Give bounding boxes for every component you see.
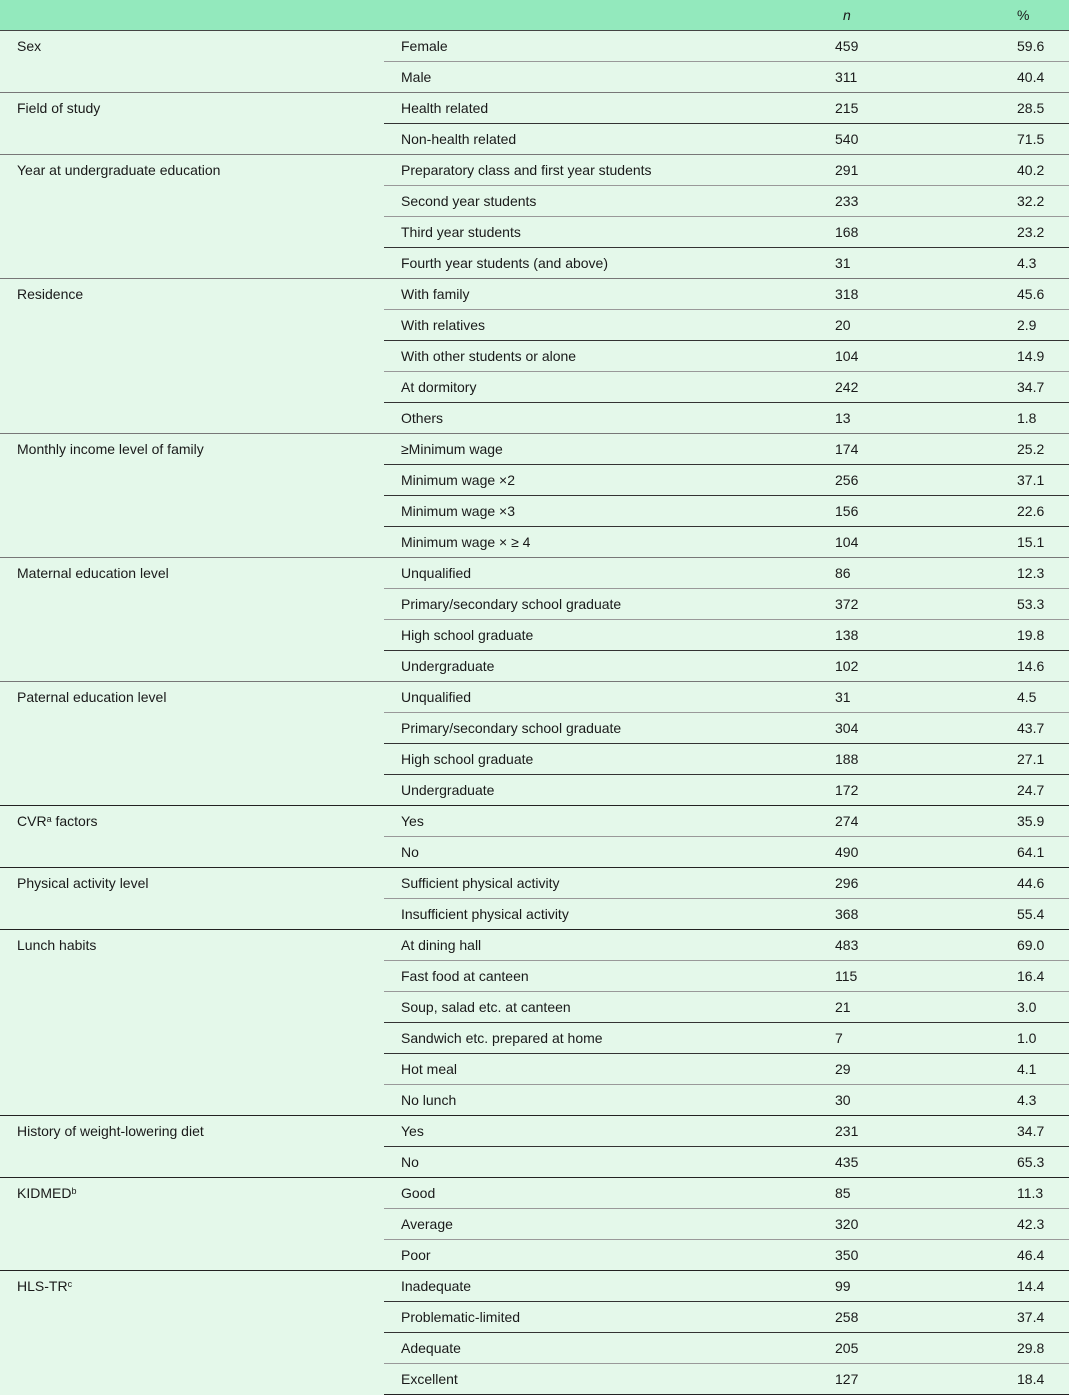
category-cell: No lunch bbox=[384, 1084, 827, 1115]
group-label-text: Field of study bbox=[17, 99, 101, 116]
category-cell: Fast food at canteen bbox=[384, 960, 827, 991]
category-cell: Unqualified bbox=[384, 557, 827, 588]
count-cell: 435 bbox=[827, 1146, 1013, 1177]
percent-cell: 12.3 bbox=[1013, 557, 1069, 588]
percent-cell: 46.4 bbox=[1013, 1239, 1069, 1270]
category-cell: Non-health related bbox=[384, 123, 827, 154]
percent-cell: 25.2 bbox=[1013, 433, 1069, 464]
count-cell: 156 bbox=[827, 495, 1013, 526]
table-row bbox=[0, 433, 1069, 464]
count-cell: 318 bbox=[827, 278, 1013, 309]
category-cell: Fourth year students (and above) bbox=[384, 247, 827, 278]
category-cell: High school graduate bbox=[384, 619, 827, 650]
category-cell: With other students or alone bbox=[384, 340, 827, 371]
group-label-text: HLS-TR bbox=[17, 1277, 68, 1294]
table-row bbox=[0, 30, 1069, 61]
count-cell: 29 bbox=[827, 1053, 1013, 1084]
table-row bbox=[0, 557, 1069, 588]
group-label bbox=[0, 154, 384, 278]
count-cell: 256 bbox=[827, 464, 1013, 495]
table-row bbox=[0, 681, 1069, 712]
count-cell: 21 bbox=[827, 991, 1013, 1022]
count-cell: 320 bbox=[827, 1208, 1013, 1239]
group-label bbox=[0, 1115, 384, 1177]
percent-cell: 45.6 bbox=[1013, 278, 1069, 309]
category-cell: Insufficient physical activity bbox=[384, 898, 827, 929]
header-group-blank bbox=[0, 0, 384, 30]
percent-cell: 55.4 bbox=[1013, 898, 1069, 929]
group-label-text: CVR bbox=[17, 812, 47, 829]
category-cell: No bbox=[384, 1146, 827, 1177]
category-cell: Soup, salad etc. at canteen bbox=[384, 991, 827, 1022]
category-cell: Adequate bbox=[384, 1332, 827, 1363]
percent-cell: 64.1 bbox=[1013, 836, 1069, 867]
group-label bbox=[0, 278, 384, 433]
category-cell: Problematic-limited bbox=[384, 1301, 827, 1332]
group-label-text: Maternal education level bbox=[17, 564, 169, 581]
count-cell: 242 bbox=[827, 371, 1013, 402]
category-cell: At dormitory bbox=[384, 371, 827, 402]
count-cell: 350 bbox=[827, 1239, 1013, 1270]
count-cell: 127 bbox=[827, 1363, 1013, 1394]
group-label bbox=[0, 557, 384, 681]
count-cell: 85 bbox=[827, 1177, 1013, 1208]
percent-cell: 24.7 bbox=[1013, 774, 1069, 805]
category-cell: Primary/secondary school graduate bbox=[384, 588, 827, 619]
percent-cell: 34.7 bbox=[1013, 371, 1069, 402]
category-cell: High school graduate bbox=[384, 743, 827, 774]
count-cell: 372 bbox=[827, 588, 1013, 619]
table-row bbox=[0, 1177, 1069, 1208]
count-cell: 104 bbox=[827, 526, 1013, 557]
count-cell: 115 bbox=[827, 960, 1013, 991]
percent-cell: 16.4 bbox=[1013, 960, 1069, 991]
percent-cell: 4.1 bbox=[1013, 1053, 1069, 1084]
group-label-text: Monthly income level of family bbox=[17, 440, 204, 457]
count-cell: 99 bbox=[827, 1270, 1013, 1301]
count-cell: 7 bbox=[827, 1022, 1013, 1053]
table-row bbox=[0, 867, 1069, 898]
count-cell: 31 bbox=[827, 247, 1013, 278]
category-cell: Hot meal bbox=[384, 1053, 827, 1084]
category-cell: Average bbox=[384, 1208, 827, 1239]
count-cell: 31 bbox=[827, 681, 1013, 712]
percent-cell: 37.4 bbox=[1013, 1301, 1069, 1332]
percent-cell: 18.4 bbox=[1013, 1363, 1069, 1394]
group-label bbox=[0, 805, 384, 867]
count-cell: 174 bbox=[827, 433, 1013, 464]
percent-cell: 1.0 bbox=[1013, 1022, 1069, 1053]
group-label bbox=[0, 1270, 384, 1394]
percent-cell: 11.3 bbox=[1013, 1177, 1069, 1208]
percent-cell: 65.3 bbox=[1013, 1146, 1069, 1177]
table-row bbox=[0, 1270, 1069, 1301]
percent-cell: 40.4 bbox=[1013, 61, 1069, 92]
category-cell: Poor bbox=[384, 1239, 827, 1270]
category-cell: Inadequate bbox=[384, 1270, 827, 1301]
percent-cell: 71.5 bbox=[1013, 123, 1069, 154]
group-label-text: Sex bbox=[17, 37, 42, 54]
percent-cell: 2.9 bbox=[1013, 309, 1069, 340]
percent-cell: 22.6 bbox=[1013, 495, 1069, 526]
group-label bbox=[0, 1177, 384, 1270]
table-row bbox=[0, 154, 1069, 185]
header-percent: % bbox=[1013, 0, 1069, 30]
percent-cell: 4.5 bbox=[1013, 681, 1069, 712]
count-cell: 459 bbox=[827, 30, 1013, 61]
category-cell: Good bbox=[384, 1177, 827, 1208]
group-label-text: Residence bbox=[17, 285, 84, 302]
category-cell: Male bbox=[384, 61, 827, 92]
percent-cell: 28.5 bbox=[1013, 92, 1069, 123]
percent-cell: 34.7 bbox=[1013, 1115, 1069, 1146]
group-label-text: Physical activity level bbox=[17, 874, 149, 891]
category-cell: With relatives bbox=[384, 309, 827, 340]
table-row bbox=[0, 805, 1069, 836]
category-cell: At dining hall bbox=[384, 929, 827, 960]
percent-cell: 27.1 bbox=[1013, 743, 1069, 774]
table-row bbox=[0, 92, 1069, 123]
percent-cell: 14.9 bbox=[1013, 340, 1069, 371]
category-cell: ≥Minimum wage bbox=[384, 433, 827, 464]
count-cell: 231 bbox=[827, 1115, 1013, 1146]
percent-cell: 29.8 bbox=[1013, 1332, 1069, 1363]
count-cell: 291 bbox=[827, 154, 1013, 185]
footnote-marker: b bbox=[71, 1185, 77, 1196]
count-cell: 86 bbox=[827, 557, 1013, 588]
count-cell: 20 bbox=[827, 309, 1013, 340]
table-header-row bbox=[0, 0, 1069, 30]
count-cell: 296 bbox=[827, 867, 1013, 898]
category-cell: Yes bbox=[384, 805, 827, 836]
header-category-blank bbox=[384, 0, 827, 30]
group-label bbox=[0, 867, 384, 929]
category-cell: Undergraduate bbox=[384, 650, 827, 681]
group-label-text: Lunch habits bbox=[17, 936, 97, 953]
percent-cell: 1.8 bbox=[1013, 402, 1069, 433]
count-cell: 168 bbox=[827, 216, 1013, 247]
percent-cell: 53.3 bbox=[1013, 588, 1069, 619]
count-cell: 172 bbox=[827, 774, 1013, 805]
category-cell: Others bbox=[384, 402, 827, 433]
count-cell: 102 bbox=[827, 650, 1013, 681]
percent-cell: 14.6 bbox=[1013, 650, 1069, 681]
percent-cell: 37.1 bbox=[1013, 464, 1069, 495]
percent-cell: 44.6 bbox=[1013, 867, 1069, 898]
group-label-suffix: factors bbox=[51, 812, 98, 829]
category-cell: Primary/secondary school graduate bbox=[384, 712, 827, 743]
count-cell: 104 bbox=[827, 340, 1013, 371]
count-cell: 233 bbox=[827, 185, 1013, 216]
category-cell: With family bbox=[384, 278, 827, 309]
footnote-marker: a bbox=[46, 813, 52, 824]
group-label bbox=[0, 929, 384, 1115]
category-cell: Undergraduate bbox=[384, 774, 827, 805]
count-cell: 490 bbox=[827, 836, 1013, 867]
group-label bbox=[0, 92, 384, 154]
table-row bbox=[0, 1115, 1069, 1146]
category-cell: Minimum wage ×2 bbox=[384, 464, 827, 495]
category-cell: Health related bbox=[384, 92, 827, 123]
percent-cell: 40.2 bbox=[1013, 154, 1069, 185]
footnote-marker: c bbox=[67, 1278, 73, 1289]
count-cell: 258 bbox=[827, 1301, 1013, 1332]
category-cell: Minimum wage × ≥ 4 bbox=[384, 526, 827, 557]
count-cell: 311 bbox=[827, 61, 1013, 92]
percent-cell: 14.4 bbox=[1013, 1270, 1069, 1301]
percent-cell: 4.3 bbox=[1013, 247, 1069, 278]
percent-cell: 42.3 bbox=[1013, 1208, 1069, 1239]
category-cell: Third year students bbox=[384, 216, 827, 247]
percent-cell: 43.7 bbox=[1013, 712, 1069, 743]
table-row bbox=[0, 929, 1069, 960]
group-label bbox=[0, 30, 384, 92]
table-body bbox=[0, 30, 1069, 1394]
category-cell: Preparatory class and first year students bbox=[384, 154, 827, 185]
percent-cell: 19.8 bbox=[1013, 619, 1069, 650]
category-cell: Sandwich etc. prepared at home bbox=[384, 1022, 827, 1053]
group-label-text: History of weight-lowering diet bbox=[17, 1122, 204, 1139]
count-cell: 274 bbox=[827, 805, 1013, 836]
count-cell: 304 bbox=[827, 712, 1013, 743]
count-cell: 540 bbox=[827, 123, 1013, 154]
category-cell: Minimum wage ×3 bbox=[384, 495, 827, 526]
percent-cell: 32.2 bbox=[1013, 185, 1069, 216]
count-cell: 215 bbox=[827, 92, 1013, 123]
percent-cell: 4.3 bbox=[1013, 1084, 1069, 1115]
category-cell: Female bbox=[384, 30, 827, 61]
group-label bbox=[0, 433, 384, 557]
category-cell: Yes bbox=[384, 1115, 827, 1146]
group-label-text: KIDMED bbox=[17, 1184, 72, 1201]
category-cell: Excellent bbox=[384, 1363, 827, 1394]
count-cell: 13 bbox=[827, 402, 1013, 433]
count-cell: 188 bbox=[827, 743, 1013, 774]
percent-cell: 15.1 bbox=[1013, 526, 1069, 557]
group-label-text: Year at undergraduate education bbox=[17, 161, 221, 178]
count-cell: 205 bbox=[827, 1332, 1013, 1363]
percent-cell: 69.0 bbox=[1013, 929, 1069, 960]
group-label bbox=[0, 681, 384, 805]
count-cell: 368 bbox=[827, 898, 1013, 929]
group-label-text: Paternal education level bbox=[17, 688, 167, 705]
count-cell: 30 bbox=[827, 1084, 1013, 1115]
table-row bbox=[0, 278, 1069, 309]
count-cell: 138 bbox=[827, 619, 1013, 650]
category-cell: No bbox=[384, 836, 827, 867]
percent-cell: 35.9 bbox=[1013, 805, 1069, 836]
count-cell: 483 bbox=[827, 929, 1013, 960]
percent-cell: 59.6 bbox=[1013, 30, 1069, 61]
category-cell: Sufficient physical activity bbox=[384, 867, 827, 898]
header-n: n bbox=[827, 0, 1013, 30]
percent-cell: 23.2 bbox=[1013, 216, 1069, 247]
category-cell: Unqualified bbox=[384, 681, 827, 712]
percent-cell: 3.0 bbox=[1013, 991, 1069, 1022]
category-cell: Second year students bbox=[384, 185, 827, 216]
